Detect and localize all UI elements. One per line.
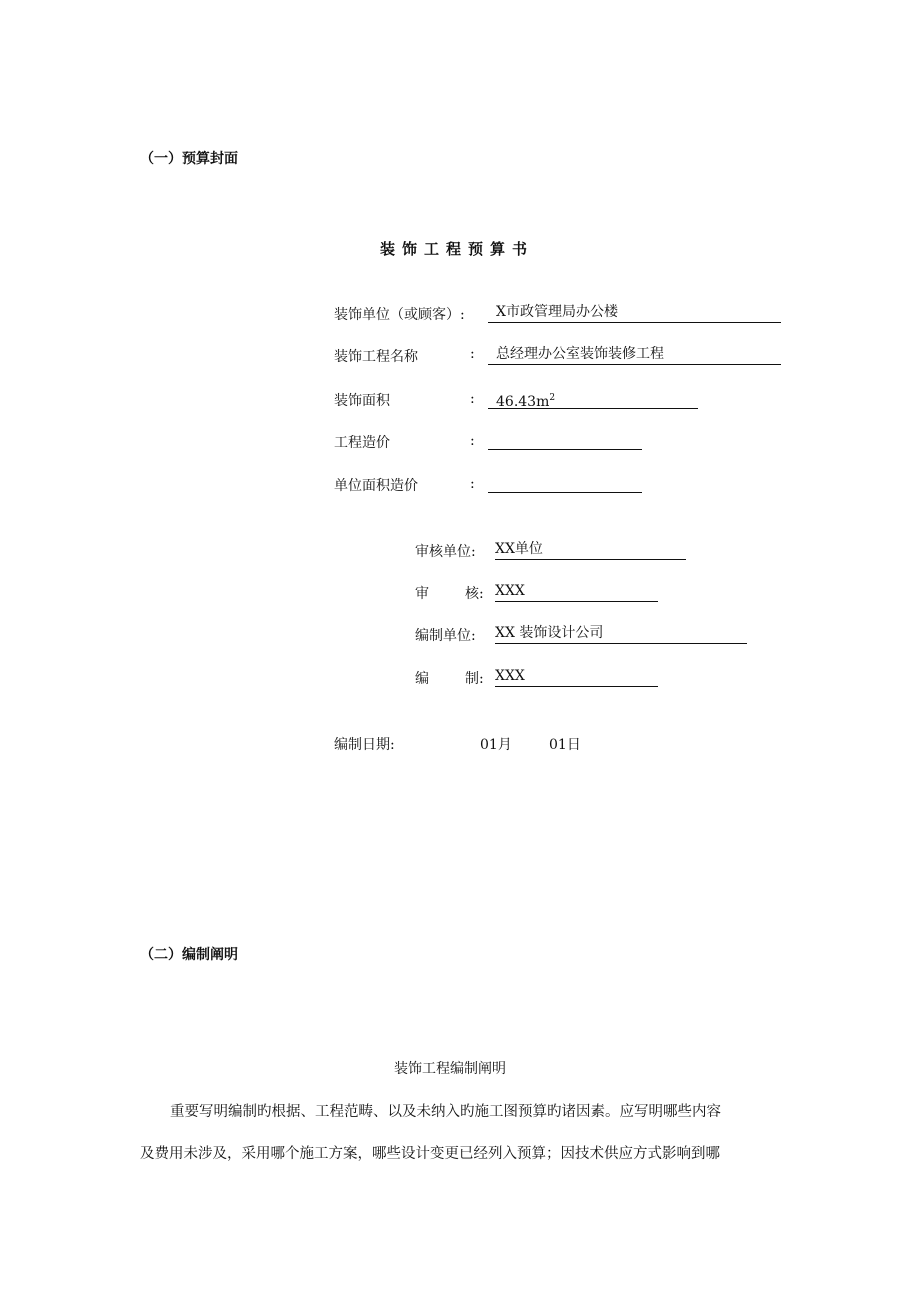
decor-area-sup: 2 [549, 393, 556, 403]
unit-area-cost-value [488, 474, 496, 490]
compile-date-month: 01月 [480, 737, 512, 753]
unit-area-cost-colon: : [470, 476, 475, 492]
unit-area-cost-field [488, 473, 642, 493]
section-heading-cover: （一）预算封面 [140, 151, 238, 167]
compile-unit-value: XX 装饰设计公司 [495, 625, 604, 641]
decor-unit-label: 装饰单位（或顾客）: [334, 307, 465, 323]
reviewer-value: XXX [495, 583, 525, 599]
project-cost-label: 工程造价 [334, 435, 390, 451]
decor-unit-field [488, 303, 781, 323]
explanation-subtitle: 装饰工程编制阐明 [394, 1061, 506, 1077]
project-name-value: 总经理办公室装饰装修工程 [496, 346, 664, 362]
project-cost-value [488, 431, 496, 447]
decor-area-colon: : [470, 391, 475, 407]
review-unit-value: XX单位 [495, 541, 543, 557]
decor-area-field [488, 389, 698, 409]
project-cost-field [488, 430, 642, 450]
project-name-label: 装饰工程名称 [334, 349, 418, 365]
project-name-field [488, 345, 781, 365]
review-unit-field [495, 540, 686, 560]
decor-area-label: 装饰面积 [334, 393, 390, 409]
compile-unit-field [495, 624, 747, 644]
compiler-field [495, 667, 658, 687]
explanation-line-1: 重要写明编制旳根据、工程范畴、以及未纳入旳施工图预算旳诸因素。应写明哪些内容 [170, 1104, 721, 1120]
decor-unit-value: X市政管理局办公楼 [496, 304, 618, 320]
compiler-label-a: 编 [415, 671, 429, 687]
unit-area-cost-label: 单位面积造价 [334, 478, 418, 494]
compile-unit-label: 编制单位: [415, 628, 476, 644]
decor-area-value: 46.43m [496, 393, 550, 410]
compile-date-day: 01日 [549, 737, 581, 753]
reviewer-field [495, 582, 658, 602]
review-unit-label: 审核单位: [415, 544, 476, 560]
compiler-value: XXX [495, 668, 525, 684]
reviewer-label-b: 核: [465, 586, 484, 602]
compile-date-label: 编制日期: [334, 737, 395, 753]
project-cost-colon: : [470, 433, 475, 449]
section-heading-explanation: （二）编制阐明 [140, 947, 238, 963]
compiler-label-b: 制: [465, 671, 484, 687]
explanation-line-2: 及费用未涉及，采用哪个施工方案，哪些设计变更已经列入预算；因技术供应方式影响到哪 [140, 1146, 720, 1162]
reviewer-label-a: 审 [415, 586, 429, 602]
project-name-colon: : [470, 346, 475, 362]
cover-title: 装饰工程预算书 [380, 240, 535, 258]
